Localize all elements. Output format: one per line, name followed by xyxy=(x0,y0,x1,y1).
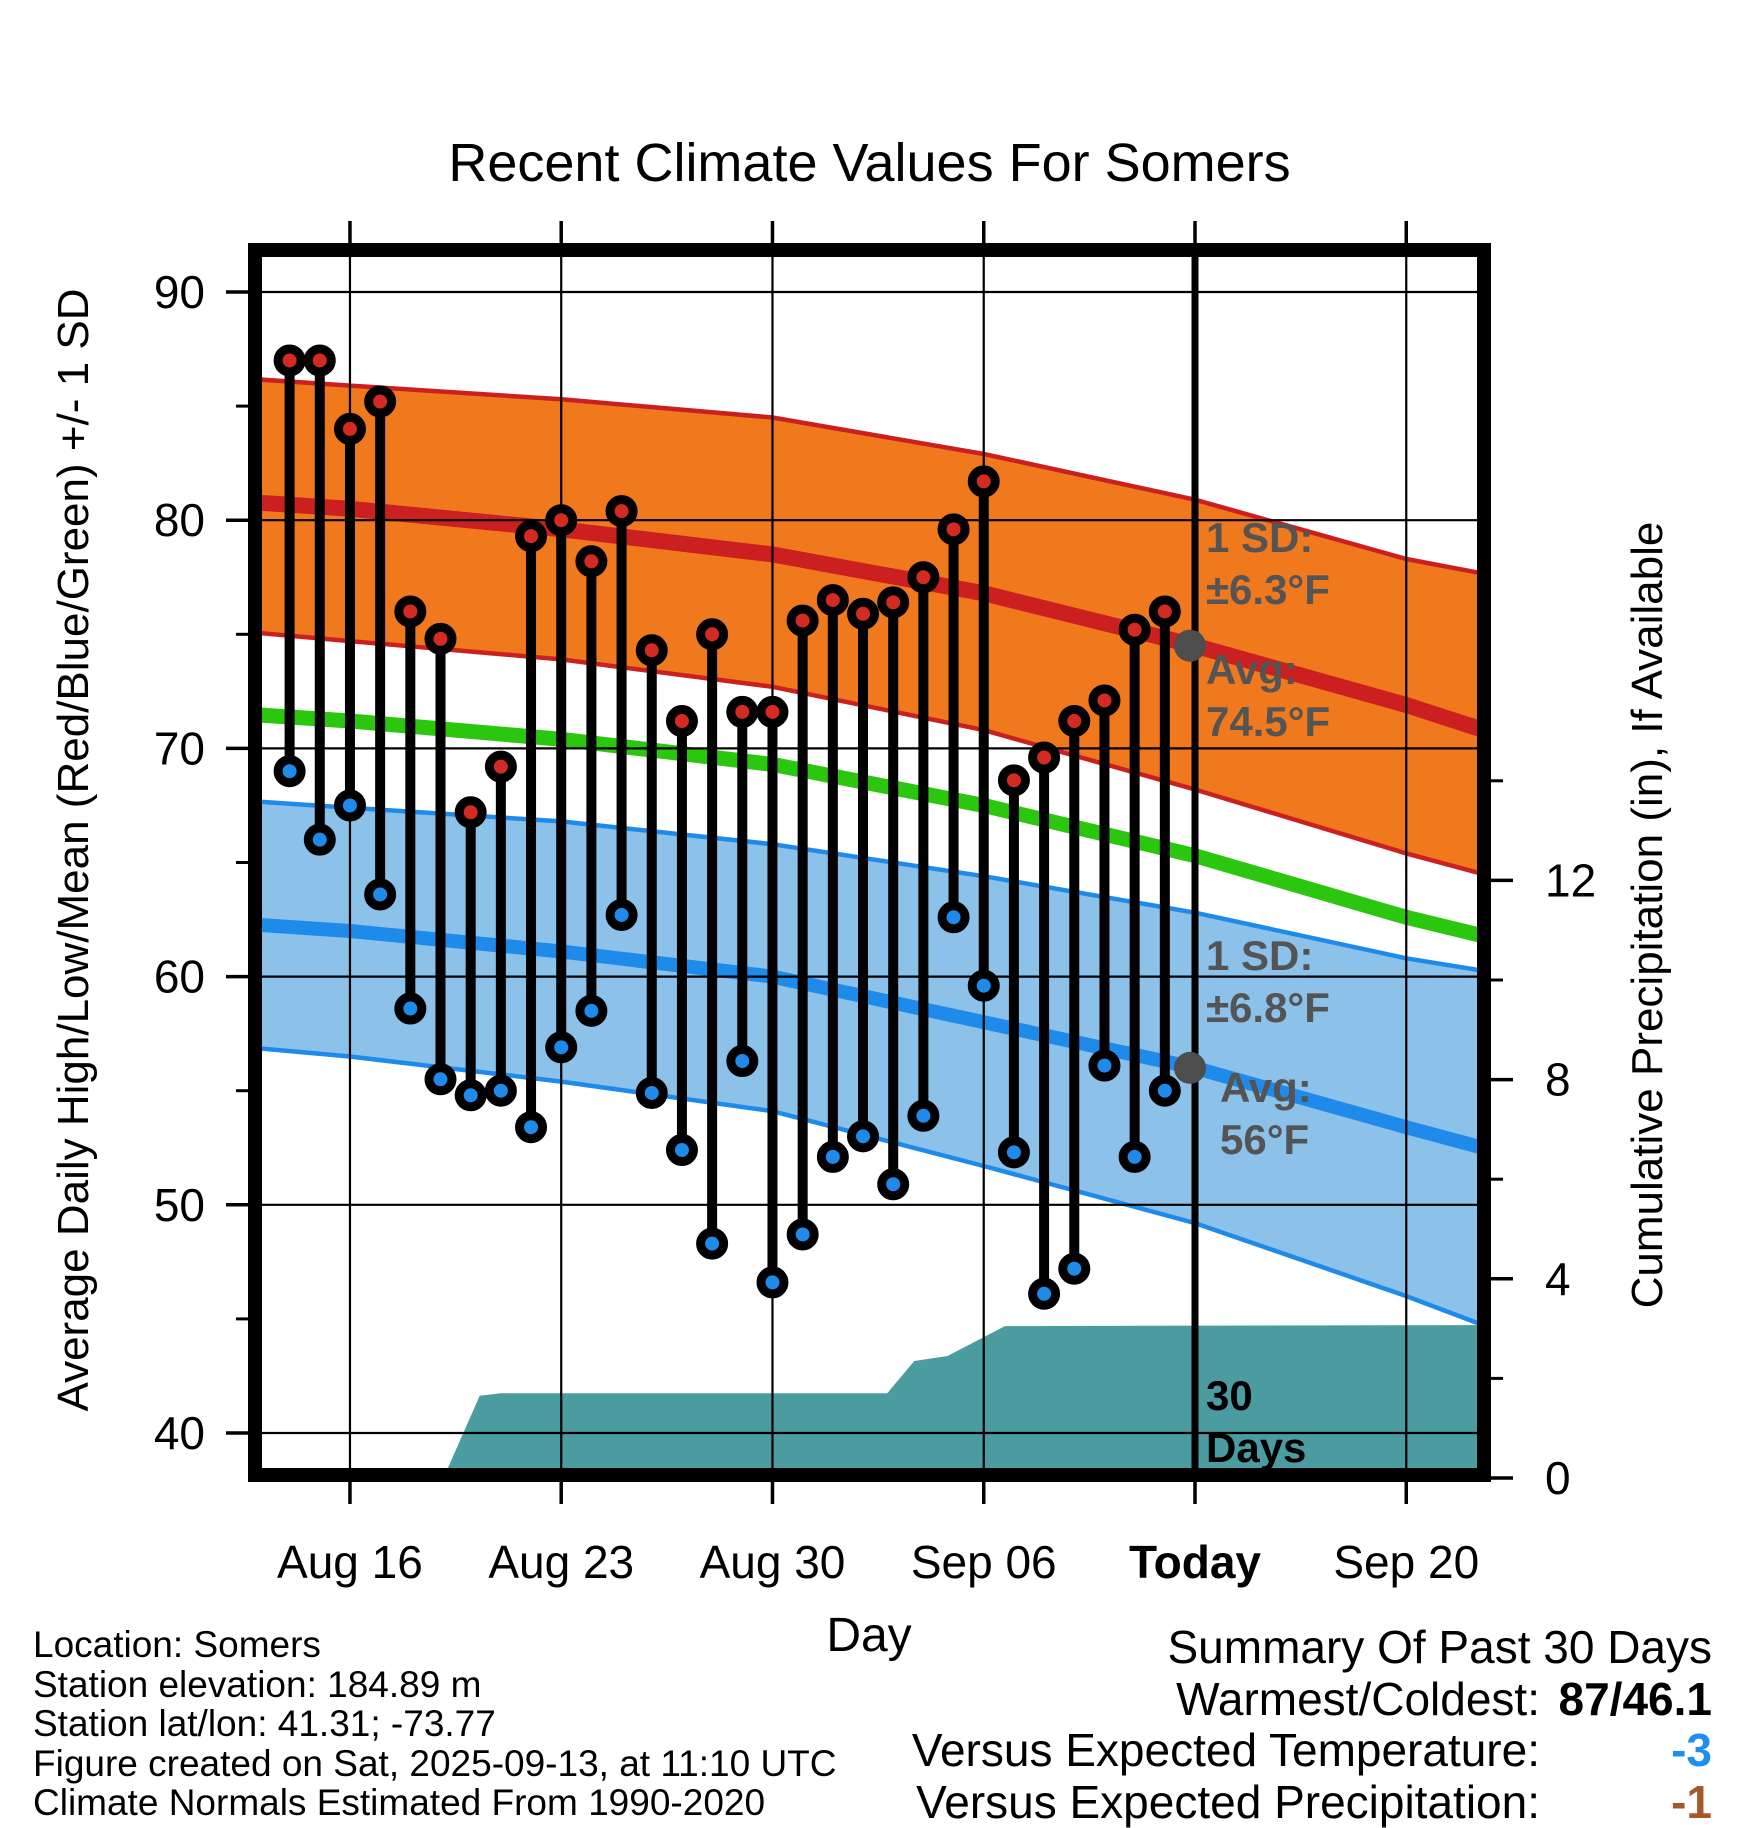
daily-low-dot xyxy=(791,1223,814,1246)
daily-low-dot xyxy=(1033,1282,1056,1305)
low-avg-annotation-line2: 56°F xyxy=(1220,1116,1310,1163)
y-right-tick-label: 0 xyxy=(1545,1452,1571,1504)
daily-high-dot xyxy=(520,525,543,548)
high-avg-annotation-line2: 74.5°F xyxy=(1206,698,1331,745)
daily-high-dot xyxy=(670,710,693,733)
daily-low-dot xyxy=(912,1104,935,1127)
daily-low-dot xyxy=(338,794,361,817)
daily-low-dot xyxy=(459,1084,482,1107)
y-right-tick-label: 8 xyxy=(1545,1053,1571,1106)
vs-temp-label: Versus Expected Temperature: xyxy=(911,1724,1540,1776)
station-info-block xyxy=(33,1625,837,1823)
high-sd-annotation-line2: ±6.3°F xyxy=(1206,566,1330,613)
y-left-tick-label: 40 xyxy=(153,1407,205,1459)
low-sd-annotation-line2: ±6.8°F xyxy=(1206,984,1330,1031)
daily-high-dot xyxy=(399,600,422,623)
daily-high-dot xyxy=(701,623,724,646)
daily-high-dot xyxy=(1002,769,1025,792)
daily-low-dot xyxy=(1063,1257,1086,1280)
daily-low-dot xyxy=(761,1271,784,1294)
daily-low-dot xyxy=(489,1079,512,1102)
daily-low-dot xyxy=(429,1068,452,1091)
daily-high-dot xyxy=(640,639,663,662)
daily-high-dot xyxy=(1093,689,1116,712)
low-avg-annotation-line1: Avg: xyxy=(1220,1064,1312,1111)
daily-low-dot xyxy=(278,760,301,783)
daily-low-dot xyxy=(1123,1145,1146,1168)
x-tick-label: Aug 30 xyxy=(699,1536,846,1588)
low-sd-annotation-line1: 1 SD: xyxy=(1206,932,1314,979)
daily-high-dot xyxy=(369,390,392,413)
high-sd-annotation-line1: 1 SD: xyxy=(1206,514,1314,561)
y-right-tick-label: 12 xyxy=(1545,854,1597,907)
climate-normals: Climate Normals Estimated From 1990-2020 xyxy=(33,1782,766,1823)
daily-high-dot xyxy=(972,470,995,493)
x-axis-title: Day xyxy=(826,1609,912,1662)
daily-low-dot xyxy=(882,1173,905,1196)
daily-high-dot xyxy=(731,700,754,723)
daily-high-dot xyxy=(308,349,331,372)
y-right-tick-label: 4 xyxy=(1545,1252,1571,1305)
daily-high-dot xyxy=(912,566,935,589)
daily-low-dot xyxy=(821,1145,844,1168)
daily-low-dot xyxy=(701,1232,724,1255)
daily-high-dot xyxy=(882,591,905,614)
daily-high-dot xyxy=(278,349,301,372)
daily-low-dot xyxy=(1002,1141,1025,1164)
x-tick-label: Sep 06 xyxy=(910,1536,1057,1588)
summary-block xyxy=(912,1622,1712,1828)
today-high-avg-marker xyxy=(1174,630,1206,662)
daily-low-dot xyxy=(972,974,995,997)
daily-low-dot xyxy=(399,997,422,1020)
daily-low-dot xyxy=(731,1050,754,1073)
warmest-coldest-label: Warmest/Coldest: xyxy=(1176,1672,1540,1725)
daily-low-dot xyxy=(942,906,965,929)
station-location: Location: Somers xyxy=(33,1624,321,1665)
daily-high-dot xyxy=(791,609,814,632)
y-left-tick-label: 80 xyxy=(153,494,205,547)
y-left-tick-label: 60 xyxy=(153,950,205,1003)
y-left-tick-label: 70 xyxy=(153,722,205,775)
daily-high-dot xyxy=(1153,600,1176,623)
figure-created: Figure created on Sat, 2025-09-13, at 11:10 UTC xyxy=(33,1742,837,1784)
x-tick-label: Today xyxy=(1128,1536,1262,1588)
daily-high-dot xyxy=(852,602,875,625)
warmest-coldest-value: 87/46.1 xyxy=(1558,1672,1712,1725)
daily-high-dot xyxy=(1033,746,1056,769)
x-tick-label: Aug 23 xyxy=(488,1536,635,1588)
daily-high-dot xyxy=(338,417,361,440)
daily-low-dot xyxy=(852,1125,875,1148)
summary-warmest-coldest xyxy=(912,1674,1712,1726)
y-right-axis-title: Cumulative Precipitation (in), If Available xyxy=(1623,521,1672,1309)
daily-low-dot xyxy=(520,1116,543,1139)
y-left-axis-title: Average Daily High/Low/Mean (Red/Blue/Green) +/- 1 SD xyxy=(49,288,98,1412)
y-left-tick-label: 90 xyxy=(153,266,205,318)
vs-precip-label: Versus Expected Precipitation: xyxy=(916,1775,1540,1828)
daily-high-dot xyxy=(459,801,482,824)
x-tick-label: Sep 20 xyxy=(1333,1536,1480,1588)
station-elevation: Station elevation: 184.89 m xyxy=(33,1663,482,1705)
daily-high-dot xyxy=(550,509,573,532)
vs-precip-value: -1 xyxy=(1671,1775,1712,1828)
daily-high-dot xyxy=(610,500,633,523)
station-latlon: Station lat/lon: 41.31; -73.77 xyxy=(33,1703,496,1744)
x-tick-label: Aug 16 xyxy=(277,1536,423,1588)
daily-low-dot xyxy=(670,1139,693,1162)
window-30-label: 30 xyxy=(1206,1372,1253,1419)
daily-high-dot xyxy=(942,518,965,541)
summary-vs-temperature xyxy=(912,1725,1712,1777)
y-left-tick-label: 50 xyxy=(153,1178,205,1231)
summary-heading: Summary Of Past 30 Days xyxy=(1167,1621,1712,1673)
daily-high-dot xyxy=(821,589,844,612)
daily-low-dot xyxy=(1093,1054,1116,1077)
daily-low-dot xyxy=(610,903,633,926)
daily-low-dot xyxy=(308,828,331,851)
daily-low-dot xyxy=(369,883,392,906)
daily-high-dot xyxy=(761,700,784,723)
window-days-label: Days xyxy=(1206,1424,1307,1471)
daily-high-dot xyxy=(1123,618,1146,641)
summary-vs-precipitation xyxy=(912,1777,1712,1828)
high-avg-annotation-line1: Avg: xyxy=(1206,646,1298,693)
chart-title: Recent Climate Values For Somers xyxy=(448,133,1291,193)
today-low-avg-marker xyxy=(1174,1052,1206,1084)
daily-high-dot xyxy=(489,755,512,778)
daily-high-dot xyxy=(1063,710,1086,733)
daily-low-dot xyxy=(1153,1079,1176,1102)
daily-low-dot xyxy=(580,999,603,1022)
daily-low-dot xyxy=(640,1081,663,1104)
daily-high-dot xyxy=(429,627,452,650)
daily-high-dot xyxy=(580,550,603,573)
vs-temp-value: -3 xyxy=(1671,1724,1712,1776)
daily-low-dot xyxy=(550,1036,573,1059)
